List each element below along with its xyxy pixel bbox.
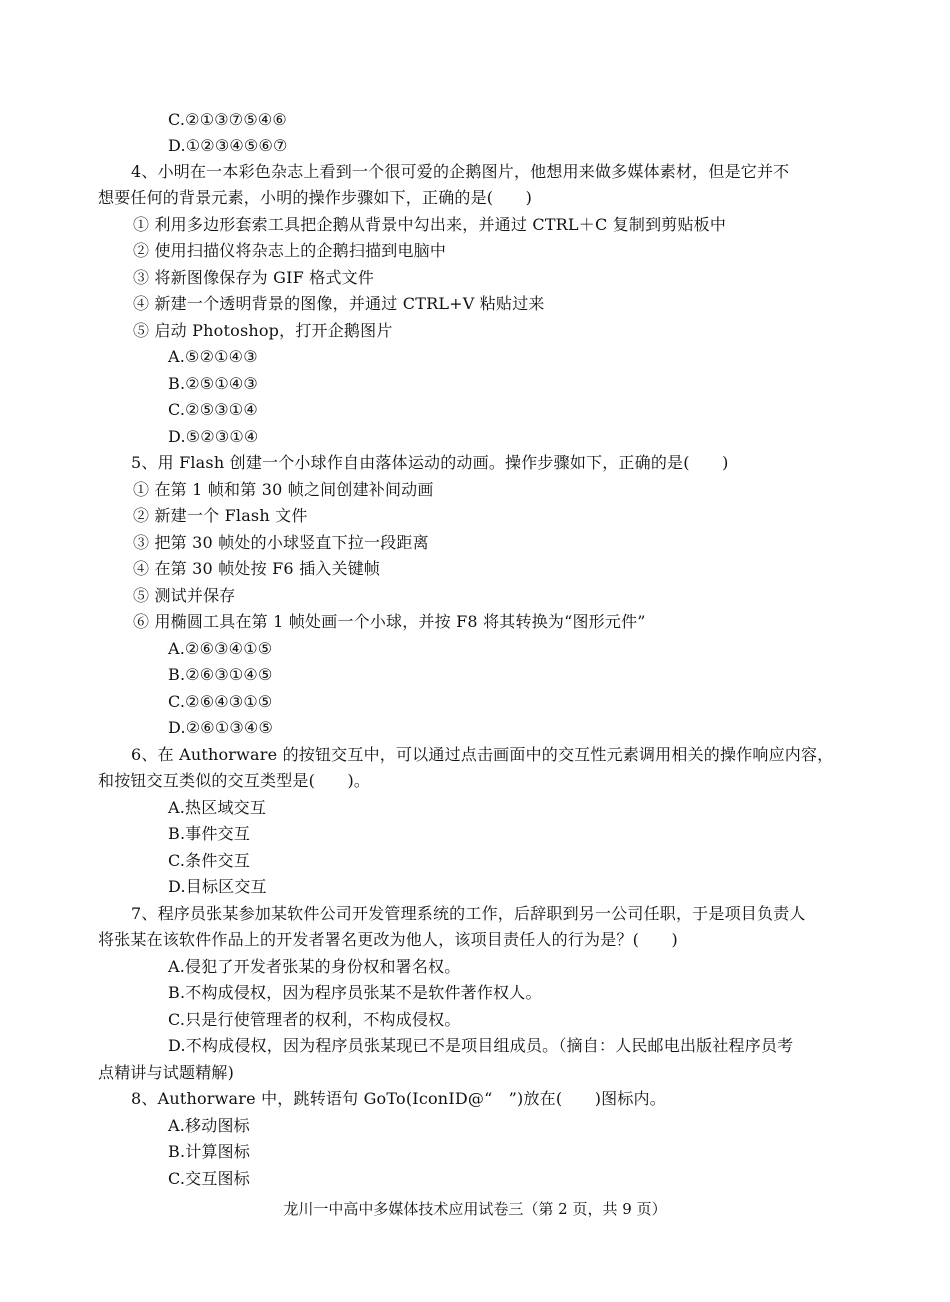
text-line-32: 将张某在该软件作品上的开发者署名更改为他人，该项目责任人的行为是？( ) [98, 930, 678, 949]
text-line-2: D.①②③④⑤⑥⑦ [168, 136, 288, 155]
text-line-16: ② 新建一个 Flash 文件 [133, 506, 308, 525]
text-line-30: D.目标区交互 [168, 877, 267, 896]
text-line-17: ③ 把第 30 帧处的小球竖直下拉一段距离 [133, 533, 429, 552]
text-line-40: B.计算图标 [168, 1142, 251, 1161]
text-line-15: ① 在第 1 帧和第 30 帧之间创建补间动画 [133, 480, 434, 499]
text-line-7: ③ 将新图像保存为 GIF 格式文件 [133, 268, 375, 287]
text-line-9: ⑤ 启动 Photoshop，打开企鹅图片 [133, 321, 393, 340]
text-line-35: C.只是行使管理者的权利，不构成侵权。 [168, 1010, 461, 1029]
text-line-36: D.不构成侵权，因为程序员张某现已不是项目组成员。（摘自：人民邮电出版社程序员考 [168, 1036, 794, 1055]
text-line-8: ④ 新建一个透明背景的图像，并通过 CTRL+V 粘贴过来 [133, 294, 545, 313]
text-line-22: B.②⑥③①④⑤ [168, 665, 273, 684]
text-line-38: 8、Authorware 中，跳转语句 GoTo(IconID@“ ”)放在( )图标内。 [131, 1089, 666, 1108]
text-line-1: C.②①③⑦⑤④⑥ [168, 110, 287, 129]
text-line-41: C.交互图标 [168, 1169, 250, 1188]
text-line-11: B.②⑤①④③ [168, 374, 258, 393]
text-line-5: ① 利用多边形套索工具把企鹅从背景中勾出来，并通过 CTRL＋C 复制到剪贴板中 [133, 215, 727, 234]
text-line-23: C.②⑥④③①⑤ [168, 692, 273, 711]
text-line-10: A.⑤②①④③ [168, 347, 258, 366]
text-line-21: A.②⑥③④①⑤ [168, 639, 273, 658]
text-line-12: C.②⑤③①④ [168, 400, 258, 419]
text-line-37: 点精讲与试题精解) [98, 1063, 235, 1082]
text-line-39: A.移动图标 [168, 1116, 250, 1135]
text-line-18: ④ 在第 30 帧处按 F6 插入关键帧 [133, 559, 381, 578]
text-line-27: A.热区域交互 [168, 798, 267, 817]
text-line-28: B.事件交互 [168, 824, 251, 843]
text-line-24: D.②⑥①③④⑤ [168, 718, 274, 737]
page-footer: 龙川一中高中多媒体技术应用试卷三（第 2 页，共 9 页） [283, 1200, 667, 1218]
text-line-4: 想要任何的背景元素，小明的操作步骤如下，正确的是( ) [98, 188, 533, 207]
text-line-31: 7、程序员张某参加某软件公司开发管理系统的工作，后辞职到另一公司任职，于是项目负责人 [131, 904, 806, 923]
text-line-25: 6、在 Authorware 的按钮交互中，可以通过点击画面中的交互性元素调用相关的操作响应内容， [131, 745, 834, 764]
text-line-13: D.⑤②③①④ [168, 427, 259, 446]
text-line-29: C.条件交互 [168, 851, 250, 870]
text-line-6: ② 使用扫描仪将杂志上的企鹅扫描到电脑中 [133, 241, 447, 260]
text-line-26: 和按钮交互类似的交互类型是( )。 [98, 771, 371, 790]
text-line-20: ⑥ 用椭圆工具在第 1 帧处画一个小球，并按 F8 将其转换为“图形元件” [133, 612, 646, 631]
text-line-33: A.侵犯了开发者张某的身份权和署名权。 [168, 957, 461, 976]
text-line-34: B.不构成侵权，因为程序员张某不是软件著作权人。 [168, 983, 542, 1002]
text-line-14: 5、用 Flash 创建一个小球作自由落体运动的动画。操作步骤如下，正确的是( ) [131, 453, 729, 472]
text-line-3: 4、小明在一本彩色杂志上看到一个很可爱的企鹅图片，他想用来做多媒体素材，但是它并不 [131, 162, 790, 181]
text-line-19: ⑤ 测试并保存 [133, 586, 236, 605]
